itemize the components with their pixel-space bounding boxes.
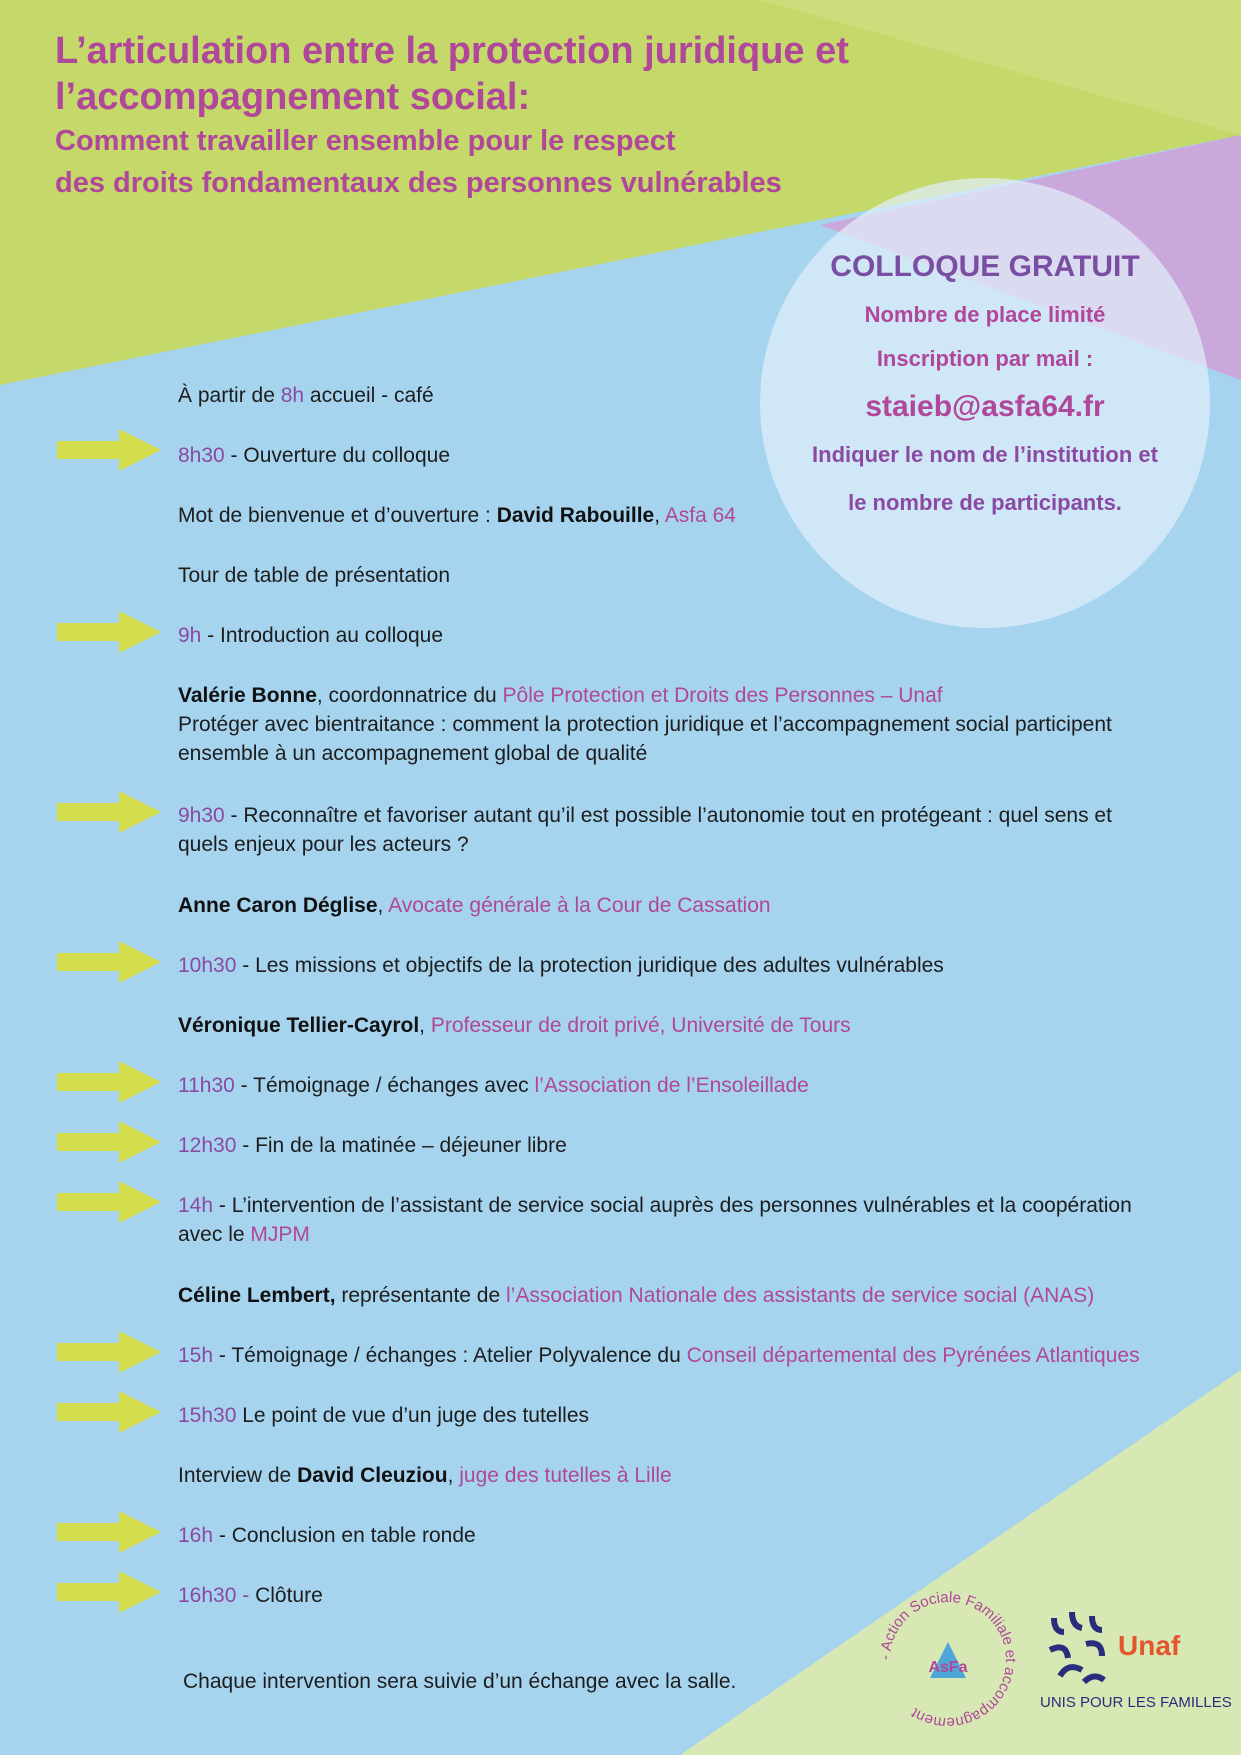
item-text: - L’intervention de l’assistant de service social auprès des personnes vulnérables et la coopération — [213, 1194, 1132, 1217]
arrow-icon — [57, 791, 161, 833]
instructions-line-2: le nombre de participants. — [848, 490, 1122, 515]
program-item — [178, 801, 1188, 859]
speaker-name: Véronique Tellier-Cayrol — [178, 1014, 420, 1037]
speaker-org: Pôle Protection et Droits des Personnes – Unaf — [502, 684, 943, 707]
time-label: 16h30 — [178, 1584, 237, 1607]
separator: , — [447, 1464, 460, 1487]
arrow-icon — [57, 1181, 161, 1223]
signup-text: Inscription par mail : — [876, 346, 1094, 371]
time-label: 15h30 — [178, 1404, 237, 1427]
program-item — [178, 1011, 1188, 1040]
time-label: 10h30 — [178, 954, 237, 977]
unaf-tagline: UNIS POUR LES FAMILLES — [1040, 1694, 1232, 1711]
contact-email[interactable]: staieb@asfa64.fr — [865, 390, 1105, 423]
program-item — [178, 1461, 1188, 1490]
item-text: Mot de bienvenue et d’ouverture : — [178, 504, 497, 527]
free-colloquium-heading: COLLOQUE GRATUIT — [830, 250, 1140, 283]
program-item — [178, 1341, 1188, 1370]
item-text: , coordonnatrice du — [316, 684, 503, 707]
separator: , — [419, 1014, 431, 1037]
footer-note: Chaque intervention sera suivie d’un échange avec la salle. — [183, 1670, 737, 1693]
item-text: Clôture — [255, 1584, 323, 1607]
arrow-icon — [57, 941, 161, 983]
program-item — [178, 561, 1188, 590]
item-text: représentante de — [335, 1284, 506, 1307]
speaker-name: Valérie Bonne — [178, 684, 317, 707]
program-item — [178, 441, 1188, 470]
item-text: - Témoignage / échanges : Atelier Polyvalence du — [213, 1344, 687, 1367]
separator: , — [377, 894, 389, 917]
speaker-org: Avocate générale à la Cour de Cassation — [388, 894, 771, 917]
arrow-icon — [57, 1331, 161, 1373]
time-label: 9h — [178, 624, 202, 647]
asfa-ring-textpath: - Action Sociale Familiale et accompagnement — [876, 1590, 1020, 1730]
arrow-icon — [57, 1391, 161, 1433]
unaf-wordmark: Unaf — [1118, 1630, 1181, 1661]
time-label: 12h30 — [178, 1134, 237, 1157]
arrow-icon — [57, 429, 161, 471]
time-label: 9h30 — [178, 804, 225, 827]
time-label: 16h — [178, 1524, 214, 1547]
program-item — [178, 1131, 1188, 1160]
item-text: - Introduction au colloque — [201, 624, 444, 647]
item-text: ensemble à un accompagnement global de qualité — [178, 742, 648, 765]
item-text: - Reconnaître et favoriser autant qu’il est possible l’autonomie tout en protégeant : quel sens et — [224, 804, 1112, 827]
speaker-org: juge des tutelles à Lille — [459, 1464, 672, 1487]
program-item — [178, 891, 1188, 920]
item-text: Protéger avec bientraitance : comment la protection juridique et l’accompagnement social participent — [178, 713, 1112, 736]
program-item — [178, 1071, 1188, 1100]
program-item — [178, 681, 1188, 768]
time-label: 8h — [280, 384, 305, 407]
item-text: - Fin de la matinée – déjeuner libre — [236, 1134, 567, 1157]
speaker-name: David Cleuziou — [297, 1464, 448, 1487]
item-text: avec le — [178, 1223, 251, 1246]
speaker-name: David Rabouille — [496, 504, 655, 527]
arrow-icon — [57, 1511, 161, 1553]
separator: - — [236, 1584, 256, 1607]
instructions-line-1: Indiquer le nom de l’institution et — [812, 442, 1158, 467]
time-label: 11h30 — [178, 1074, 235, 1097]
time-label: 8h30 — [178, 444, 225, 467]
item-text: Tour de table de présentation — [178, 564, 451, 587]
program-item — [178, 1521, 1188, 1550]
poster-title — [55, 28, 849, 204]
program-item — [178, 1581, 1188, 1610]
unaf-logo — [1038, 1610, 1232, 1720]
arrow-icon — [57, 1121, 161, 1163]
program-item — [178, 621, 1188, 650]
program-item — [178, 501, 1188, 530]
asfa-mark: AsFa — [928, 1659, 968, 1676]
program-item — [178, 951, 1188, 980]
item-text: À partir de — [178, 384, 281, 407]
item-text: accueil - café — [304, 384, 434, 407]
arrow-icon — [57, 611, 161, 653]
subtitle-line-2: des droits fondamentaux des personnes vulnérables — [55, 167, 782, 199]
item-text: - Témoignage / échanges avec — [234, 1074, 535, 1097]
time-label: 14h — [178, 1194, 214, 1217]
arrow-icon — [57, 1571, 161, 1613]
item-text: - Ouverture du colloque — [224, 444, 451, 467]
speaker-name: Céline Lembert, — [178, 1284, 336, 1307]
arrow-icon — [57, 1061, 161, 1103]
program-item — [178, 1281, 1188, 1310]
title-line-1: L’articulation entre la protection juridique et — [55, 30, 849, 72]
speaker-org: Professeur de droit privé, Université de Tours — [430, 1014, 851, 1037]
separator: , — [654, 504, 665, 527]
unaf-emblem-icon — [1042, 1610, 1120, 1690]
speaker-org: l’Association de l’Ensoleillade — [534, 1074, 809, 1097]
speaker-org: l’Association Nationale des assistants de service social (ANAS) — [506, 1284, 1095, 1307]
title-line-2: l’accompagnement social: — [55, 76, 531, 118]
asfa-logo — [868, 1590, 1028, 1730]
program-item — [178, 381, 1188, 410]
item-text: - Conclusion en table ronde — [213, 1524, 476, 1547]
item-text: Interview de — [178, 1464, 298, 1487]
speaker-org: MJPM — [250, 1223, 310, 1246]
program-item — [178, 1401, 1188, 1430]
program-item — [178, 1191, 1188, 1249]
speaker-name: Anne Caron Déglise — [178, 894, 378, 917]
item-text: - Les missions et objectifs de la protection juridique des adultes vulnérables — [236, 954, 944, 977]
speaker-org: Asfa 64 — [664, 504, 736, 527]
item-text: Le point de vue d’un juge des tutelles — [236, 1404, 589, 1427]
speaker-org: Conseil départemental des Pyrénées Atlantiques — [686, 1344, 1140, 1367]
time-label: 15h — [178, 1344, 214, 1367]
item-text: quels enjeux pour les acteurs ? — [178, 833, 469, 856]
limited-seats-text: Nombre de place limité — [864, 302, 1106, 327]
subtitle-line-1: Comment travailler ensemble pour le respect — [55, 125, 676, 157]
